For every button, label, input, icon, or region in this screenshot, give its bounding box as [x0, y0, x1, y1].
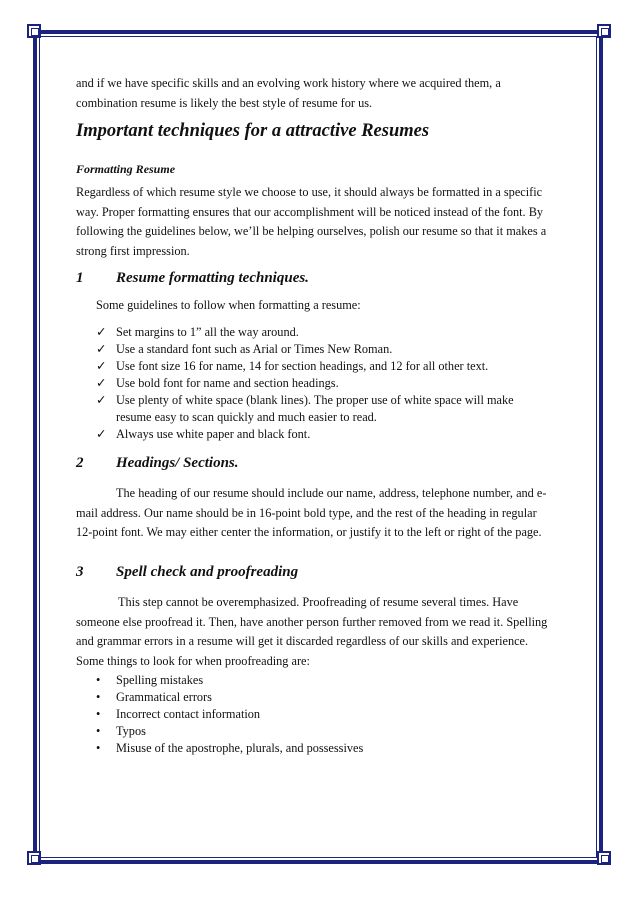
checkmark-icon: ✓ — [96, 427, 107, 441]
proofreading-list — [96, 672, 538, 757]
section-number: 1 — [76, 270, 84, 286]
corner-ornament-icon — [27, 851, 41, 865]
checkmark-icon: ✓ — [96, 376, 107, 390]
list-item: ✓ Use font size 16 for name, 14 for section headings, and 12 for all other text. — [96, 359, 489, 373]
bullet-icon: • — [96, 673, 101, 687]
bullet-icon: • — [96, 707, 101, 721]
section-title: Resume formatting techniques. — [116, 270, 309, 286]
section-title: Headings/ Sections. — [116, 455, 239, 471]
list-item: • Spelling mistakes — [96, 673, 204, 687]
corner-ornament-icon — [597, 851, 611, 865]
checkmark-icon: ✓ — [96, 325, 107, 339]
list-item: ✓ Use plenty of white space (blank lines). The proper use of white space will make resume easy to scan quickly and much easier to read. — [96, 393, 514, 424]
section-heading-1 — [76, 270, 309, 287]
list-item: ✓ Use bold font for name and section headings. — [96, 376, 339, 390]
main-heading: Important techniques for a attractive Resumes — [76, 121, 430, 141]
corner-ornament-icon — [597, 24, 611, 38]
section-title: Spell check and proofreading — [116, 564, 299, 580]
bullet-icon: • — [96, 724, 101, 738]
list-item: ✓ Set margins to 1” all the way around. — [96, 325, 299, 339]
intro-paragraph: and if we have specific skills and an evolving work history where we acquired them, a combination resume is likely the best style of resume for us. — [76, 76, 501, 110]
sub-heading: Formatting Resume — [76, 162, 176, 176]
list-item: ✓ Use a standard font such as Arial or Times New Roman. — [96, 342, 393, 356]
checkmark-icon: ✓ — [96, 342, 107, 356]
section3-paragraph: This step cannot be overemphasized. Proofreading of resume several times. Have someone else proofread it. Then, have another person further removed from we read it. Spelling and grammar errors in a resume will get it discarded regardless of our skills and experience. Some things to look for when proofreading are: — [76, 595, 548, 668]
section-heading-3 — [76, 564, 298, 581]
section-number: 2 — [76, 455, 84, 471]
corner-ornament-icon — [27, 24, 41, 38]
checkmark-icon: ✓ — [96, 393, 107, 407]
section-heading-2 — [76, 455, 239, 472]
list-item: • Grammatical errors — [96, 690, 212, 704]
bullet-icon: • — [96, 741, 101, 755]
section-number: 3 — [76, 564, 84, 580]
section2-paragraph: The heading of our resume should include our name, address, telephone number, and e-mail address. Our name should be in 16-point bold type, and the rest of the heading in regular 12-point font. We may either center the information, or justify it to the left or right of the page. — [76, 486, 547, 539]
list-item: • Incorrect contact information — [96, 707, 261, 721]
formatting-paragraph: Regardless of which resume style we choose to use, it should always be formatted in a specific way. Proper formatting ensures that our accomplishment will be noticed instead of the font. By following the guidelines below, we’ll be helping ourselves, polish our resume so that it makes a strong first impression. — [76, 185, 547, 258]
list-item: • Typos — [96, 724, 146, 738]
checkmark-icon: ✓ — [96, 359, 107, 373]
formatting-checklist — [96, 324, 538, 443]
bullet-icon: • — [96, 690, 101, 704]
section1-intro: Some guidelines to follow when formatting a resume: — [96, 298, 361, 312]
list-item: • Misuse of the apostrophe, plurals, and possessives — [96, 741, 364, 755]
list-item: ✓ Always use white paper and black font. — [96, 427, 311, 441]
